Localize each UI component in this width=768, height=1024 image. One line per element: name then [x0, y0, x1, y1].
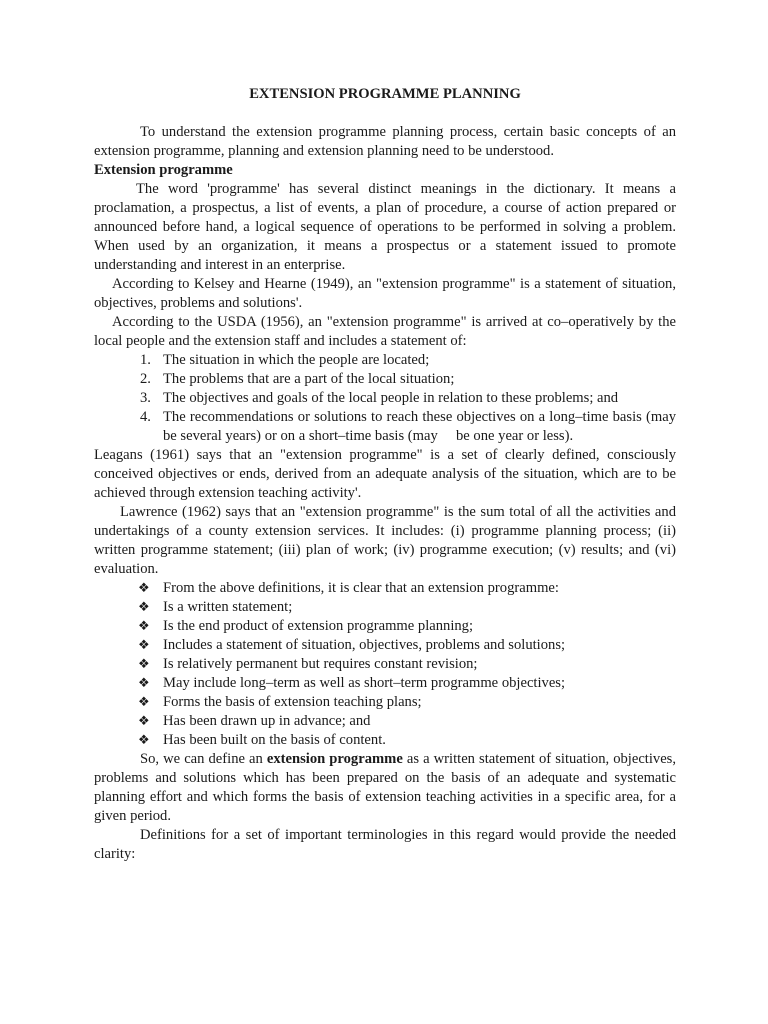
diamond-bullet-icon: ❖ [138, 733, 150, 748]
list-item: ❖ Has been built on the basis of content. [138, 732, 386, 748]
diamond-bullet-icon: ❖ [138, 581, 150, 596]
diamond-bullet-icon: ❖ [138, 600, 150, 615]
list-item: ❖ From the above definitions, it is clear that an extension programme: [138, 580, 559, 596]
paragraph-definition: So, we can define an extension programme as a written statement of situation, objectives, problems and solutions which has been prepared on the basis of an adequate and systematic planning effort and which forms the basis of extension teaching activities in a specific area, for a given period. [94, 751, 677, 824]
diamond-bullet-icon: ❖ [138, 638, 150, 653]
list-item: ❖ Forms the basis of extension teaching plans; [138, 694, 422, 710]
paragraph-programme-meaning: The word 'programme' has several distinct meanings in the dictionary. It means a proclamation, a prospectus, a list of events, a plan of procedure, a course of action prepared or announced before hand, a logical sequence of operations to be performed in solving a problem. When used by an organization, it means a prospectus or a statement issued to promote understanding and interest in an enterprise. [94, 181, 676, 273]
list-item: ❖ Is relatively permanent but requires constant revision; [138, 656, 478, 672]
paragraph-terminologies: Definitions for a set of important terminologies in this regard would provide the needed clarity: [94, 827, 676, 862]
list-item: 4. The recommendations or solutions to reach these objectives on a long–time basis (may be several years) or on a short–time basis (may be one year or less). [140, 409, 680, 444]
usda-statement-list [94, 351, 680, 446]
section-heading: Extension programme [94, 162, 233, 178]
diamond-bullet-icon: ❖ [138, 695, 150, 710]
diamond-bullet-icon: ❖ [138, 676, 150, 691]
list-item: 2. The problems that are a part of the local situation; [140, 371, 455, 387]
bold-term: extension programme [266, 751, 403, 767]
characteristics-list [94, 579, 676, 750]
paragraph-usda: According to the USDA (1956), an "extension programme" is arrived at co–operatively by the local people and the extension staff and includes a statement of: [94, 314, 676, 349]
list-item: ❖ May include long–term as well as short–term programme objectives; [138, 675, 566, 691]
list-item: 1. The situation in which the people are located; [140, 352, 430, 368]
intro-paragraph: To understand the extension programme planning process, certain basic concepts of an extension programme, planning and extension planning need to be understood. [94, 124, 676, 159]
diamond-bullet-icon: ❖ [138, 714, 150, 729]
paragraph-leagans: Leagans (1961) says that an "extension programme" is a set of clearly defined, consciously conceived objectives or ends, derived from an adequate analysis of the situation, which are to be achieved through extension teaching activity'. [94, 447, 676, 501]
diamond-bullet-icon: ❖ [138, 657, 150, 672]
list-item: ❖ Includes a statement of situation, objectives, problems and solutions; [138, 637, 566, 653]
diamond-bullet-icon: ❖ [138, 619, 150, 634]
list-item: 3. The objectives and goals of the local people in relation to these problems; and [140, 390, 619, 406]
paragraph-kelsey-hearne: According to Kelsey and Hearne (1949), an "extension programme" is a statement of situation, objectives, problems and solutions'. [94, 276, 676, 311]
paragraph-lawrence: Lawrence (1962) says that an "extension programme" is the sum total of all the activities and undertakings of a county extension services. It includes: (i) programme planning process; (ii) written programme statement; (iii) plan of work; (iv) programme execution; (v) results; and (vi) evaluation. [94, 504, 676, 577]
document-title: EXTENSION PROGRAMME PLANNING [249, 86, 521, 102]
list-item: ❖ Is the end product of extension programme planning; [138, 618, 474, 634]
list-item: ❖ Has been drawn up in advance; and [138, 713, 371, 729]
list-item: ❖ Is a written statement; [138, 599, 293, 615]
